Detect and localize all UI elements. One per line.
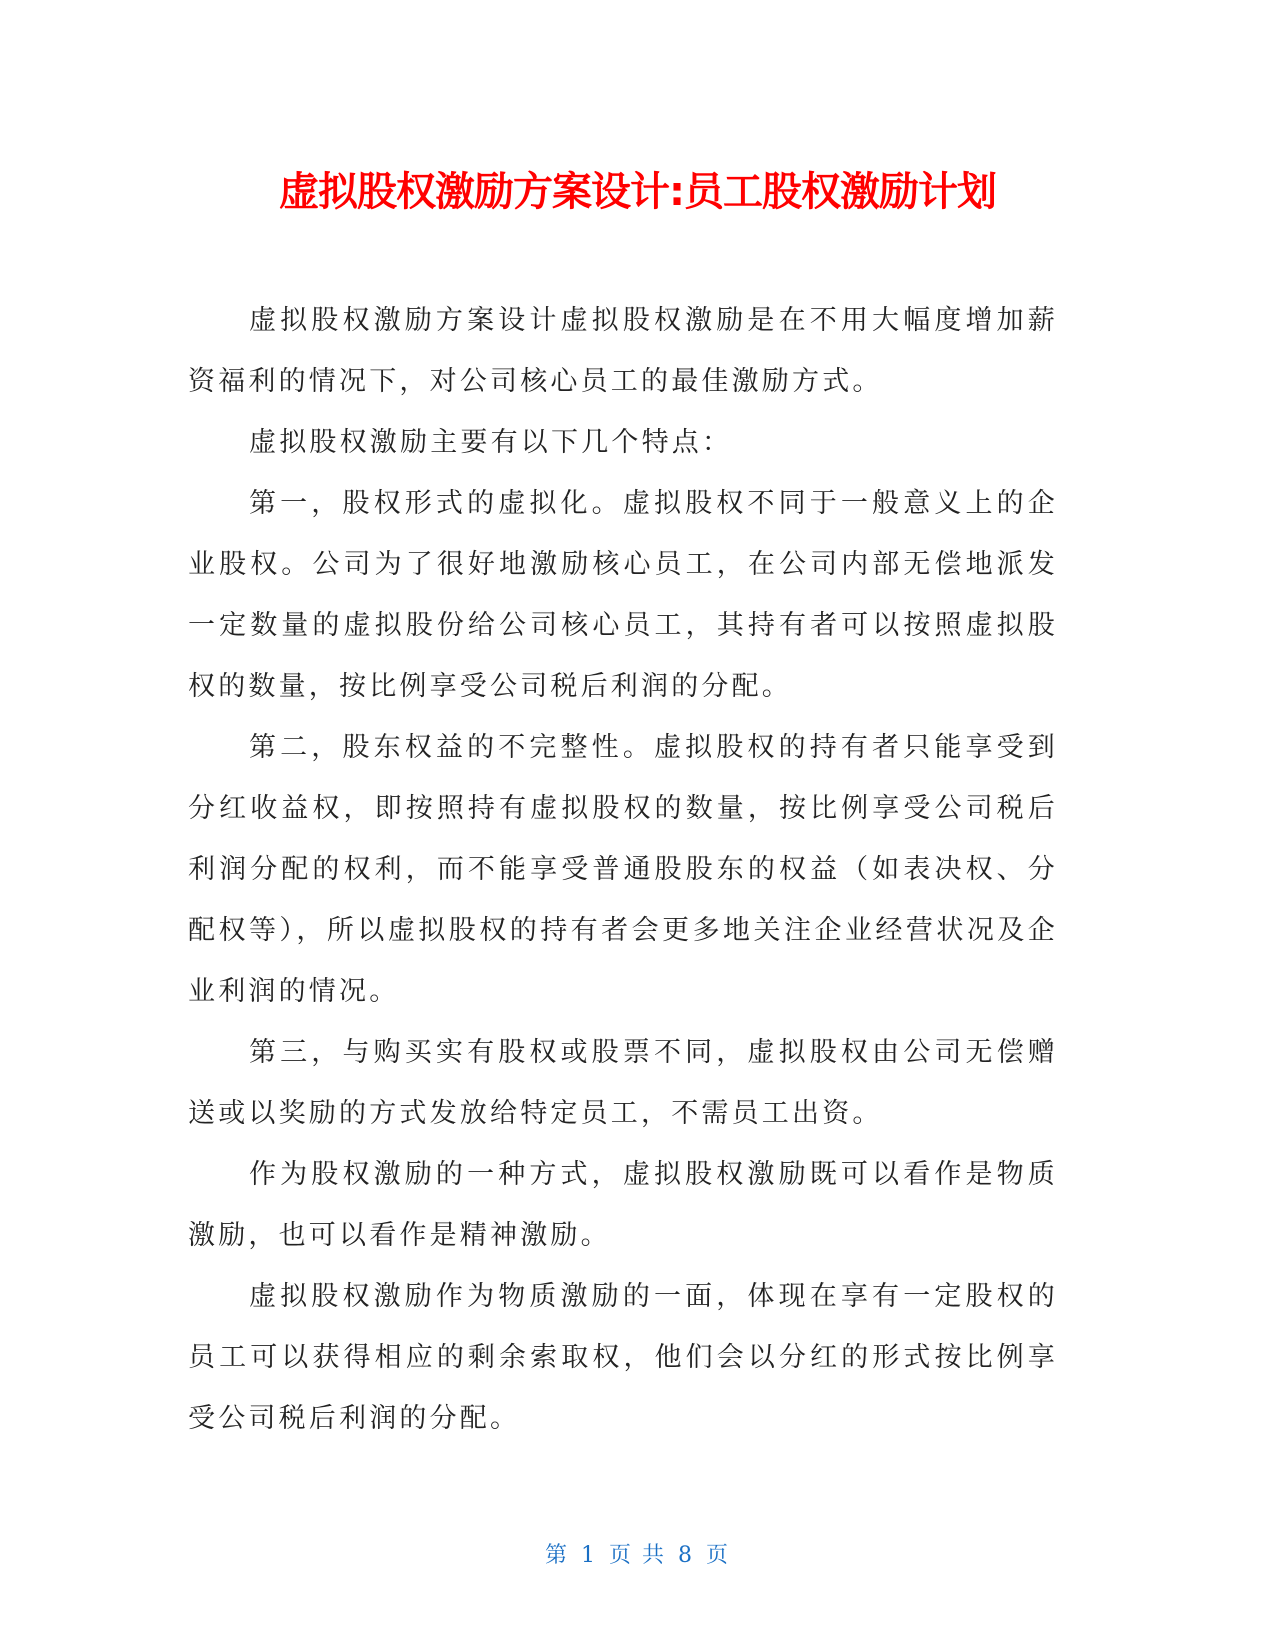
paragraph: 虚拟股权激励方案设计虚拟股权激励是在不用大幅度增加薪资福利的情况下，对公司核心员工的最佳激励方式。 [188, 305, 1058, 397]
document-title: 虚拟股权激励方案设计:员工股权激励计划 [279, 169, 996, 215]
paragraph: 第一，股权形式的虚拟化。虚拟股权不同于一般意义上的企业股权。公司为了很好地激励核心员工，在公司内部无偿地派发一定数量的虚拟股份给公司核心员工，其持有者可以按照虚拟股权的数量，按比例享受公司税后利润的分配。 [188, 488, 1058, 702]
total-pages-number: 8 [678, 1543, 694, 1568]
paragraph: 虚拟股权激励作为物质激励的一面，体现在享有一定股权的员工可以获得相应的剩余索取权，他们会以分红的形式按比例享受公司税后利润的分配。 [188, 1281, 1058, 1434]
document-body [188, 290, 1058, 1449]
footer-middle: 页 共 [609, 1543, 666, 1568]
page-number-footer [0, 1538, 1275, 1569]
paragraph: 第二，股东权益的不完整性。虚拟股权的持有者只能享受到分红收益权，即按照持有虚拟股权的数量，按比例享受公司税后利润分配的权利，而不能享受普通股股东的权益（如表决权、分配权等），所以虚拟股权的持有者会更多地关注企业经营状况及企业利润的情况。 [188, 732, 1058, 1007]
footer-prefix: 第 [544, 1543, 569, 1568]
paragraph: 第三，与购买实有股权或股票不同，虚拟股权由公司无偿赠送或以奖励的方式发放给特定员工，不需员工出资。 [188, 1037, 1058, 1129]
current-page-number: 1 [581, 1543, 597, 1568]
footer-suffix: 页 [706, 1543, 731, 1568]
paragraph: 作为股权激励的一种方式，虚拟股权激励既可以看作是物质激励，也可以看作是精神激励。 [188, 1159, 1058, 1251]
paragraph: 虚拟股权激励主要有以下几个特点： [249, 427, 733, 458]
